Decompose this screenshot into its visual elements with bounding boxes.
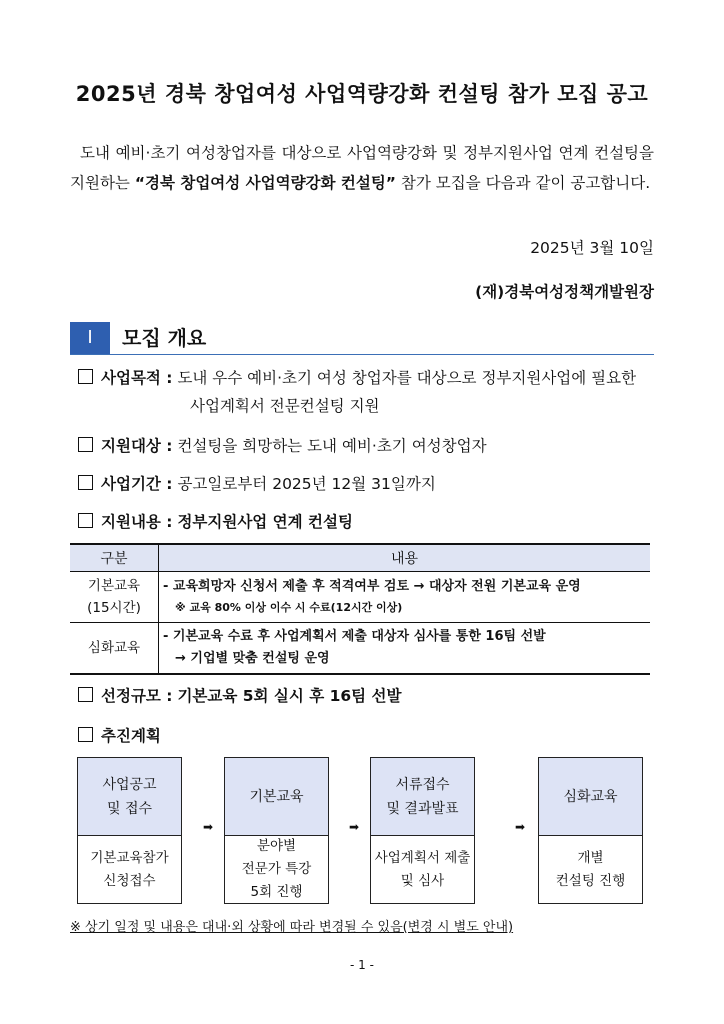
flow-step-detail <box>539 836 642 903</box>
flow-detail-line: 개별 <box>577 849 604 866</box>
page-number: - 1 - <box>350 958 374 972</box>
period-value: 공고일로부터 2025년 12월 31일까지 <box>177 475 436 493</box>
flow-detail-line: 및 심사 <box>400 872 445 889</box>
announcement-date: 2025년 3월 10일 <box>530 239 654 257</box>
table-row <box>70 572 650 623</box>
item-scale <box>78 682 401 710</box>
intro-text-before: 도내 예비·초기 여성창업자를 대상으로 사업역량강화 및 정부지원사업 연계 컨설팅을 지원하는 <box>70 144 654 192</box>
target-label: 지원대상 : <box>101 437 173 455</box>
category-name: 심화교육 <box>87 640 141 656</box>
flow-step-title <box>371 758 474 836</box>
item-content <box>78 508 353 536</box>
plan-label: 추진계획 <box>101 727 161 745</box>
checkbox-icon <box>78 687 93 702</box>
footnote: ※ 상기 일정 및 내용은 대내·외 상황에 따라 변경될 수 있음(변경 시 별도 안내) <box>70 920 514 935</box>
purpose-label: 사업목적 : <box>101 369 173 387</box>
checkbox-icon <box>78 369 93 384</box>
flow-step-detail <box>371 836 474 903</box>
flow-step-title <box>539 758 642 836</box>
content-line: - 기본교육 수료 후 사업계획서 제출 대상자 심사를 통한 16팀 선발 <box>163 629 546 644</box>
section-title: 모집 개요 <box>122 326 207 350</box>
flow-detail-line: 기본교육참가 <box>90 849 169 866</box>
content-note: ※ 교육 80% 이상 이수 시 수료(12시간 이상) <box>175 601 403 614</box>
content-value: 정부지원사업 연계 컨설팅 <box>177 513 353 531</box>
arrow-right-icon: ➡ <box>515 820 526 834</box>
content-line: - 교육희망자 신청서 제출 후 적격여부 검토 → 대상자 전원 기본교육 운영 <box>163 579 581 594</box>
flow-title-line: 기본교육 <box>249 788 304 805</box>
flow-detail-line: 전문가 특강 <box>241 861 312 877</box>
flow-step <box>224 757 329 904</box>
section-header <box>70 322 654 355</box>
support-content-table <box>70 543 650 675</box>
arrow-right-icon: ➡ <box>203 820 214 834</box>
flow-step <box>77 757 182 904</box>
flow-step <box>370 757 475 904</box>
flow-step-title <box>78 758 181 836</box>
item-purpose <box>78 364 636 392</box>
scale-value: 기본교육 5회 실시 후 16팀 선발 <box>177 687 402 705</box>
flow-detail-line: 5회 진행 <box>250 884 303 900</box>
flow-title-line: 사업공고 <box>102 776 157 793</box>
item-plan <box>78 722 161 750</box>
content-line-2: → 기업별 맞춤 컨설팅 운영 <box>175 651 330 666</box>
organization-name: (재)경북여성정책개발원장 <box>475 283 654 301</box>
item-target <box>78 432 487 460</box>
table-header-content: 내용 <box>159 544 651 572</box>
item-period <box>78 470 436 498</box>
arrow-right-icon: ➡ <box>349 820 360 834</box>
purpose-line2: 사업계획서 전문컨설팅 지원 <box>190 397 380 415</box>
flow-title-line: 및 접수 <box>106 800 152 817</box>
scale-label: 선정규모 : <box>101 687 173 705</box>
section-number: Ⅰ <box>70 322 110 354</box>
row-content <box>159 623 651 675</box>
flow-title-line: 및 결과발표 <box>386 800 459 817</box>
purpose-line1: 도내 우수 예비·초기 여성 창업자를 대상으로 정부지원사업에 필요한 <box>177 369 637 387</box>
checkbox-icon <box>78 437 93 452</box>
flow-detail-line: 사업계획서 제출 <box>374 849 471 866</box>
content-label: 지원내용 : <box>101 513 173 531</box>
intro-text-bold: “경북 창업여성 사업역량강화 컨설팅” <box>134 174 396 192</box>
target-value: 컨설팅을 희망하는 도내 예비·초기 여성창업자 <box>177 437 487 455</box>
flow-step-detail <box>225 836 328 903</box>
page-title: 2025년 경북 창업여성 사업역량강화 컨설팅 참가 모집 공고 <box>75 82 649 106</box>
flow-detail-line: 분야별 <box>256 838 297 854</box>
flow-title-line: 심화교육 <box>563 788 618 805</box>
intro-text-after: 참가 모집을 다음과 같이 공고합니다. <box>396 174 651 192</box>
checkbox-icon <box>78 513 93 528</box>
flow-title-line: 서류접수 <box>395 776 450 793</box>
flow-detail-line: 컨설팅 진행 <box>555 872 626 889</box>
table-header-category: 구분 <box>70 544 159 572</box>
row-category <box>70 572 159 623</box>
checkbox-icon <box>78 475 93 490</box>
table-row <box>70 623 650 675</box>
row-category <box>70 623 159 675</box>
row-content <box>159 572 651 623</box>
category-name: 기본교육 <box>87 578 141 594</box>
table-header-row <box>70 544 650 572</box>
flow-step <box>538 757 643 904</box>
intro-paragraph <box>70 138 654 198</box>
flow-step-detail <box>78 836 181 903</box>
category-hours: (15시간) <box>87 600 141 616</box>
flow-detail-line: 신청접수 <box>103 872 156 889</box>
period-label: 사업기간 : <box>101 475 173 493</box>
checkbox-icon <box>78 727 93 742</box>
flow-step-title <box>225 758 328 836</box>
